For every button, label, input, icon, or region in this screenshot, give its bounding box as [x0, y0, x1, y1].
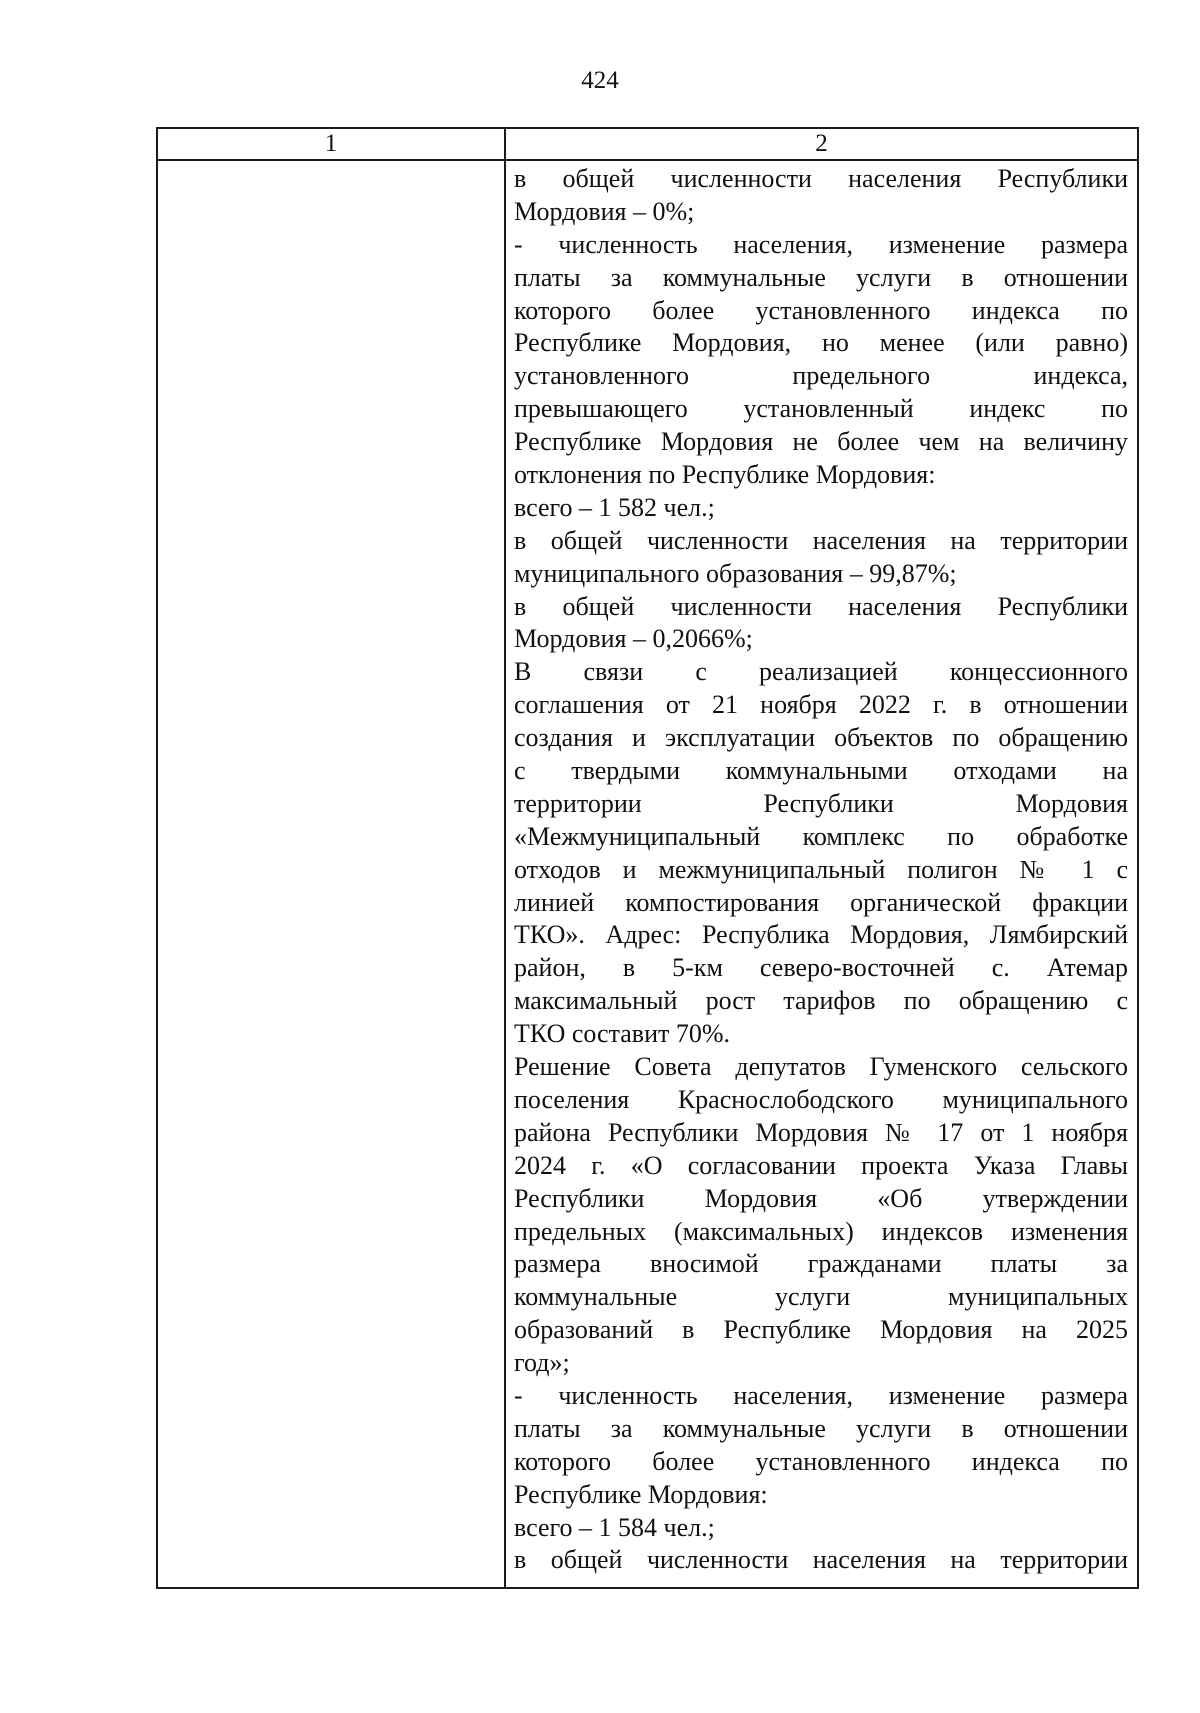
text-line: с твердыми коммунальными отходами на — [514, 756, 1128, 786]
text-line: Республике Мордовия, но менее (или равно) — [514, 328, 1128, 358]
text-line: В связи с реализацией концессионного — [514, 657, 1128, 687]
text-line: Республики Мордовия «Об утверждении — [514, 1183, 1128, 1213]
text-line: которого более установленного индекса по — [514, 295, 1128, 325]
text-line: в общей численности населения Республики — [514, 164, 1128, 193]
text-line: линией компостирования органической фракции — [514, 887, 1128, 917]
text-line: соглашения от 21 ноября 2022 г. в отношении — [514, 690, 1128, 720]
text-line: район, в 5-км северо-восточней с. Атемар — [514, 953, 1128, 983]
text-line: муниципального образования – 99,87%; — [514, 558, 957, 588]
column-1-header: 1 — [324, 130, 338, 157]
text-line: Мордовия – 0%; — [514, 196, 695, 226]
text-line: 2024 г. «О согласовании проекта Указа Главы — [514, 1150, 1128, 1180]
text-line: Мордовия – 0,2066%; — [514, 624, 753, 654]
text-line: - численность населения, изменение размера — [514, 1380, 1128, 1410]
text-line: Республике Мордовия: — [514, 1479, 768, 1509]
text-line: Решение Совета депутатов Гуменского сельского — [514, 1052, 1128, 1082]
text-line: всего – 1 584 чел.; — [514, 1512, 715, 1542]
text-line: год»; — [514, 1348, 570, 1378]
text-line: в общей численности населения на территории — [514, 525, 1128, 555]
text-line: - численность населения, изменение размера — [514, 229, 1128, 259]
text-line: отходов и межмуниципальный полигон № 1 с — [514, 854, 1128, 884]
column-2-header: 2 — [815, 130, 828, 157]
text-line: ТКО составит 70%. — [514, 1019, 731, 1049]
text-line: в общей численности населения на территории — [514, 1545, 1128, 1575]
text-line: максимальный рост тарифов по обращению с — [514, 986, 1128, 1016]
table-header-row — [158, 129, 1137, 161]
text-line: создания и эксплуатации объектов по обращению — [514, 723, 1128, 753]
text-line: платы за коммунальные услуги в отношении — [514, 262, 1128, 292]
text-line: Республике Мордовия не более чем на величину — [514, 427, 1128, 457]
text-line: коммунальные услуги муниципальных — [514, 1282, 1128, 1312]
text-line: ТКО». Адрес: Республика Мордовия, Лямбирский — [514, 920, 1128, 950]
text-line: размера вносимой гражданами платы за — [514, 1249, 1128, 1279]
text-line: превышающего установленный индекс по — [514, 394, 1128, 424]
text-line: в общей численности населения Республики — [514, 591, 1128, 621]
document-table — [156, 127, 1139, 1589]
text-line: платы за коммунальные услуги в отношении — [514, 1413, 1128, 1443]
text-line: всего – 1 582 чел.; — [514, 492, 715, 522]
text-line: отклонения по Республике Мордовия: — [514, 460, 936, 490]
text-line: территории Республики Мордовия — [514, 788, 1128, 818]
column-divider — [504, 129, 506, 1589]
text-line: установленного предельного индекса, — [514, 361, 1128, 391]
text-line: района Республики Мордовия № 17 от 1 ноября — [514, 1117, 1128, 1147]
text-line: образований в Республике Мордовия на 2025 — [514, 1315, 1128, 1345]
text-line: которого более установленного индекса по — [514, 1446, 1128, 1476]
text-line: поселения Краснослободского муниципального — [514, 1084, 1128, 1114]
page-number: 424 — [581, 67, 619, 94]
text-line: предельных (максимальных) индексов изменения — [514, 1216, 1128, 1246]
text-line: «Межмуниципальный комплекс по обработке — [514, 821, 1128, 851]
column-2-content — [514, 163, 1128, 1577]
